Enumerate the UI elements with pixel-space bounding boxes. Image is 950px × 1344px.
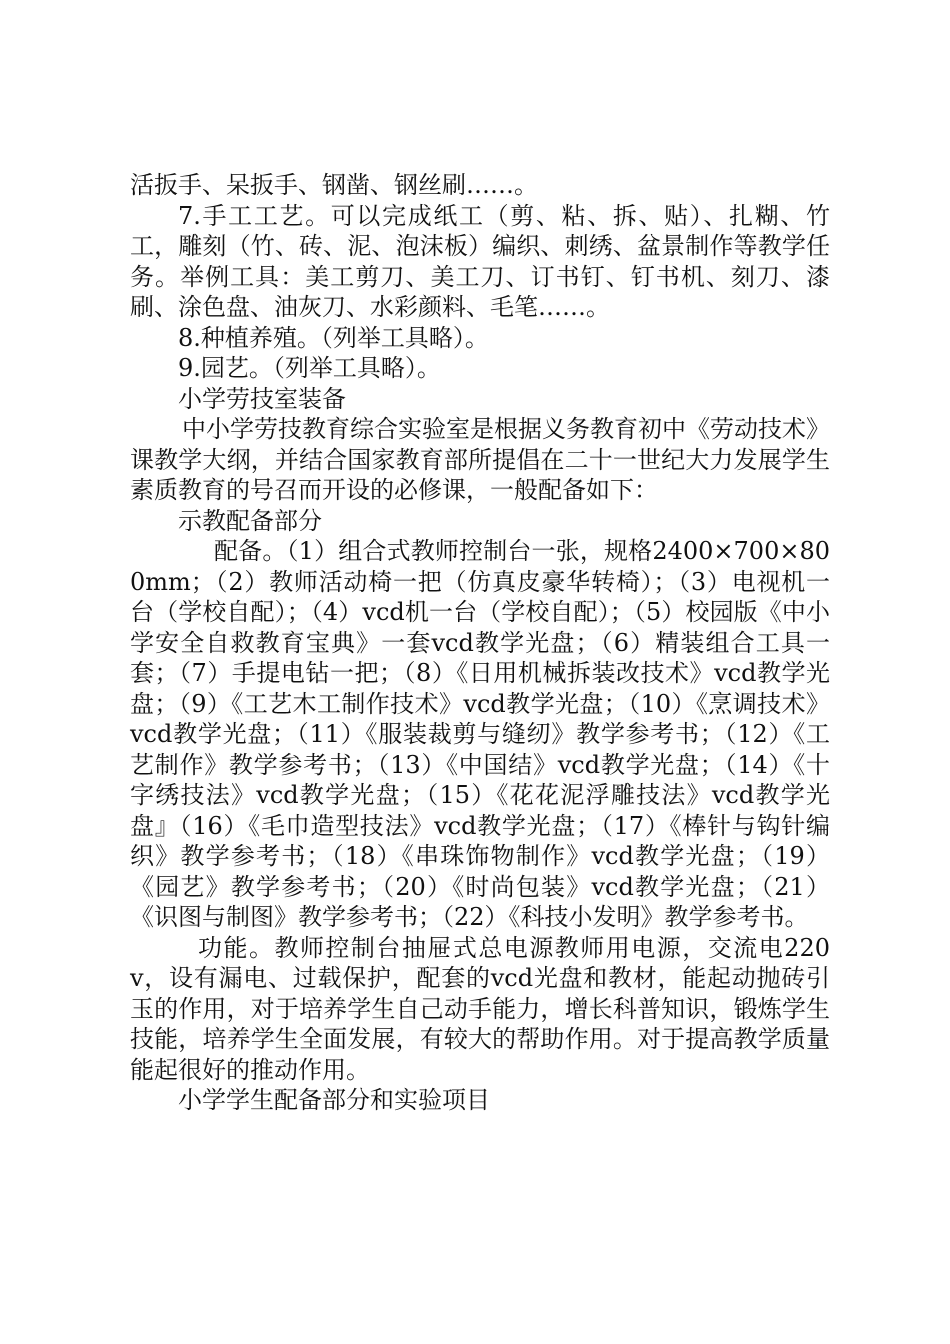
paragraph-tools-continued: 活扳手、呆扳手、钢凿、钢丝刷……。 bbox=[130, 171, 538, 199]
paragraph-planting: 8.种植养殖。（列举工具略）。 bbox=[178, 323, 489, 352]
paragraph-gardening: 9.园艺。（列举工具略）。 bbox=[178, 354, 441, 382]
heading-student-equipment: 小学学生配备部分和实验项目 bbox=[178, 1086, 490, 1114]
paragraph-lab-intro: 中小学劳技教育综合实验室是根据义务教育初中《劳动技术》课教学大纲，并结合国家教育部所提倡在二十一世纪大力发展学生素质教育的号召而开设的必修课，一般配备如下： bbox=[130, 415, 830, 504]
heading-lab-equipment: 小学劳技室装备 bbox=[178, 384, 346, 413]
heading-demo-equipment: 示教配备部分 bbox=[178, 506, 322, 535]
paragraph-handicraft: 7.手工工艺。可以完成纸工（剪、粘、拆、贴）、扎糊、竹工，雕刻（竹、砖、泥、泡沫板）编织、刺绣、盆景制作等教学任务。举例工具：美工剪刀、美工刀、订书钉、钉书机、刻刀、漆刷、涂色盘、油灰刀、水彩颜料、毛笔……。 bbox=[130, 201, 830, 321]
paragraph-function: 功能。教师控制台抽屉式总电源教师用电源，交流电220v，设有漏电、过载保护，配套的vcd光盘和教材，能起动抛砖引玉的作用，对于培养学生自己动手能力，增长科普知识，锻炼学生技能，培养学生全面发展，有较大的帮助作用。对于提高教学质量能起很好的推动作用。 bbox=[130, 933, 830, 1084]
document-body bbox=[130, 170, 830, 1116]
paragraph-equipment-list: 配备。（1）组合式教师控制台一张，规格2400×700×800mm；（2）教师活动椅一把（仿真皮豪华转椅）；（3）电视机一台（学校自配）；（4）vcd机一台（学校自配）；（5）校园版《中小学安全自救教育宝典》一套vcd教学光盘；（6）精装组合工具一套；（7）手提电钻一把；（8）《日用机械拆装改技术》vcd教学光盘；（9）《工艺木工制作技术》vcd教学光盘；（10）《烹调技术》vcd教学光盘；（11）《服装裁剪与缝纫》教学参考书；（12）《工艺制作》教学参考书；（13）《中国结》vcd教学光盘；（14）《十字绣技法》vcd教学光盘；（15）《花花泥浮雕技法》vcd教学光盘』（16）《毛巾造型技法》vcd教学光盘；（17）《棒针与钩针编织》教学参考书；（18）《串珠饰物制作》vcd教学光盘；（19）《园艺》教学参考书；（20）《时尚包装》vcd教学光盘；（21）《识图与制图》教学参考书；（22）《科技小发明》教学参考书。 bbox=[130, 537, 830, 931]
